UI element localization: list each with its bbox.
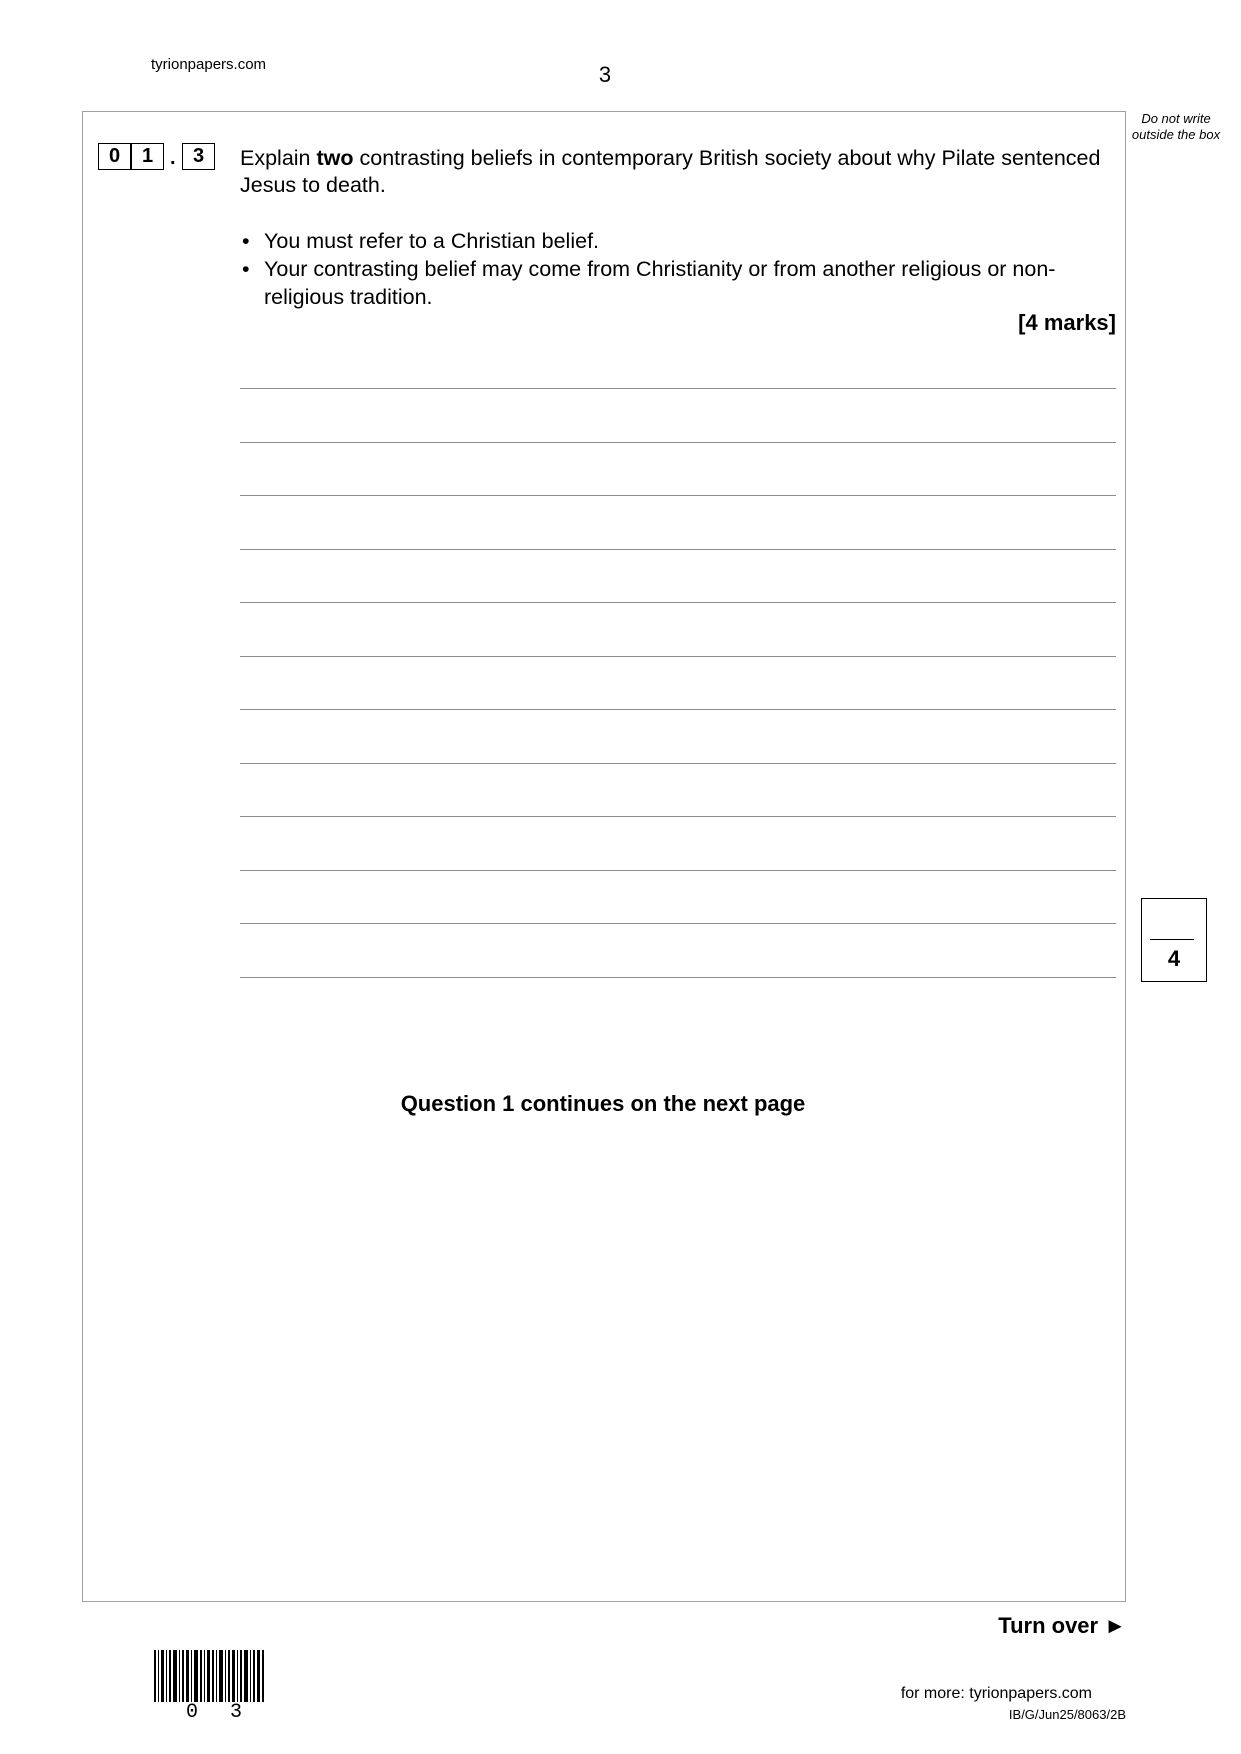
- paper-code: IB/G/Jun25/8063/2B: [1008, 1707, 1126, 1722]
- answer-line[interactable]: [240, 923, 1116, 924]
- question-number-separator: .: [170, 147, 176, 169]
- instruction-text: You must refer to a Christian belief.: [264, 229, 600, 253]
- answer-line[interactable]: [240, 549, 1116, 550]
- answer-line[interactable]: [240, 656, 1116, 657]
- answer-line[interactable]: [240, 816, 1116, 817]
- page-number: 3: [598, 62, 612, 87]
- instruction-text: Your contrasting belief may come from Christianity or from another religious or non-religious tradition.: [264, 257, 1056, 309]
- margin-note: Do not write outside the box: [1131, 111, 1221, 142]
- answer-line[interactable]: [240, 495, 1116, 496]
- barcode-label: 0 3: [186, 1701, 253, 1724]
- answer-line[interactable]: [240, 442, 1116, 443]
- turn-over-label: Turn over ►: [998, 1613, 1126, 1638]
- score-max: 4: [1167, 946, 1181, 971]
- question-text: [240, 145, 1120, 199]
- site-header: tyrionpapers.com: [151, 56, 267, 73]
- answer-line[interactable]: [240, 709, 1116, 710]
- question-number-digit-1: 0: [98, 143, 131, 170]
- score-rule: [1150, 939, 1194, 940]
- continues-note: Question 1 continues on the next page: [400, 1091, 806, 1116]
- footer-site: for more: tyrionpapers.com: [900, 1685, 1092, 1702]
- answer-line[interactable]: [240, 602, 1116, 603]
- answer-line[interactable]: [240, 388, 1116, 389]
- answer-line[interactable]: [240, 977, 1116, 978]
- bullet-icon: •: [242, 229, 250, 253]
- instruction-item: [240, 227, 1120, 255]
- question-text-emphasis: two: [316, 146, 354, 170]
- answer-line[interactable]: [240, 870, 1116, 871]
- question-number-digit-2: 1: [131, 143, 164, 170]
- instruction-list: [240, 227, 1120, 311]
- question-text-prefix: Explain: [240, 146, 317, 170]
- bullet-icon: •: [242, 257, 250, 281]
- question-number-digit-3: 3: [182, 143, 215, 170]
- answer-line[interactable]: [240, 763, 1116, 764]
- question-text-suffix: contrasting beliefs in contemporary British society about why Pilate sentenced Jesus to death.: [240, 146, 1101, 197]
- barcode-icon: [154, 1650, 264, 1702]
- marks-label: [4 marks]: [1018, 310, 1116, 335]
- instruction-item: [240, 255, 1120, 311]
